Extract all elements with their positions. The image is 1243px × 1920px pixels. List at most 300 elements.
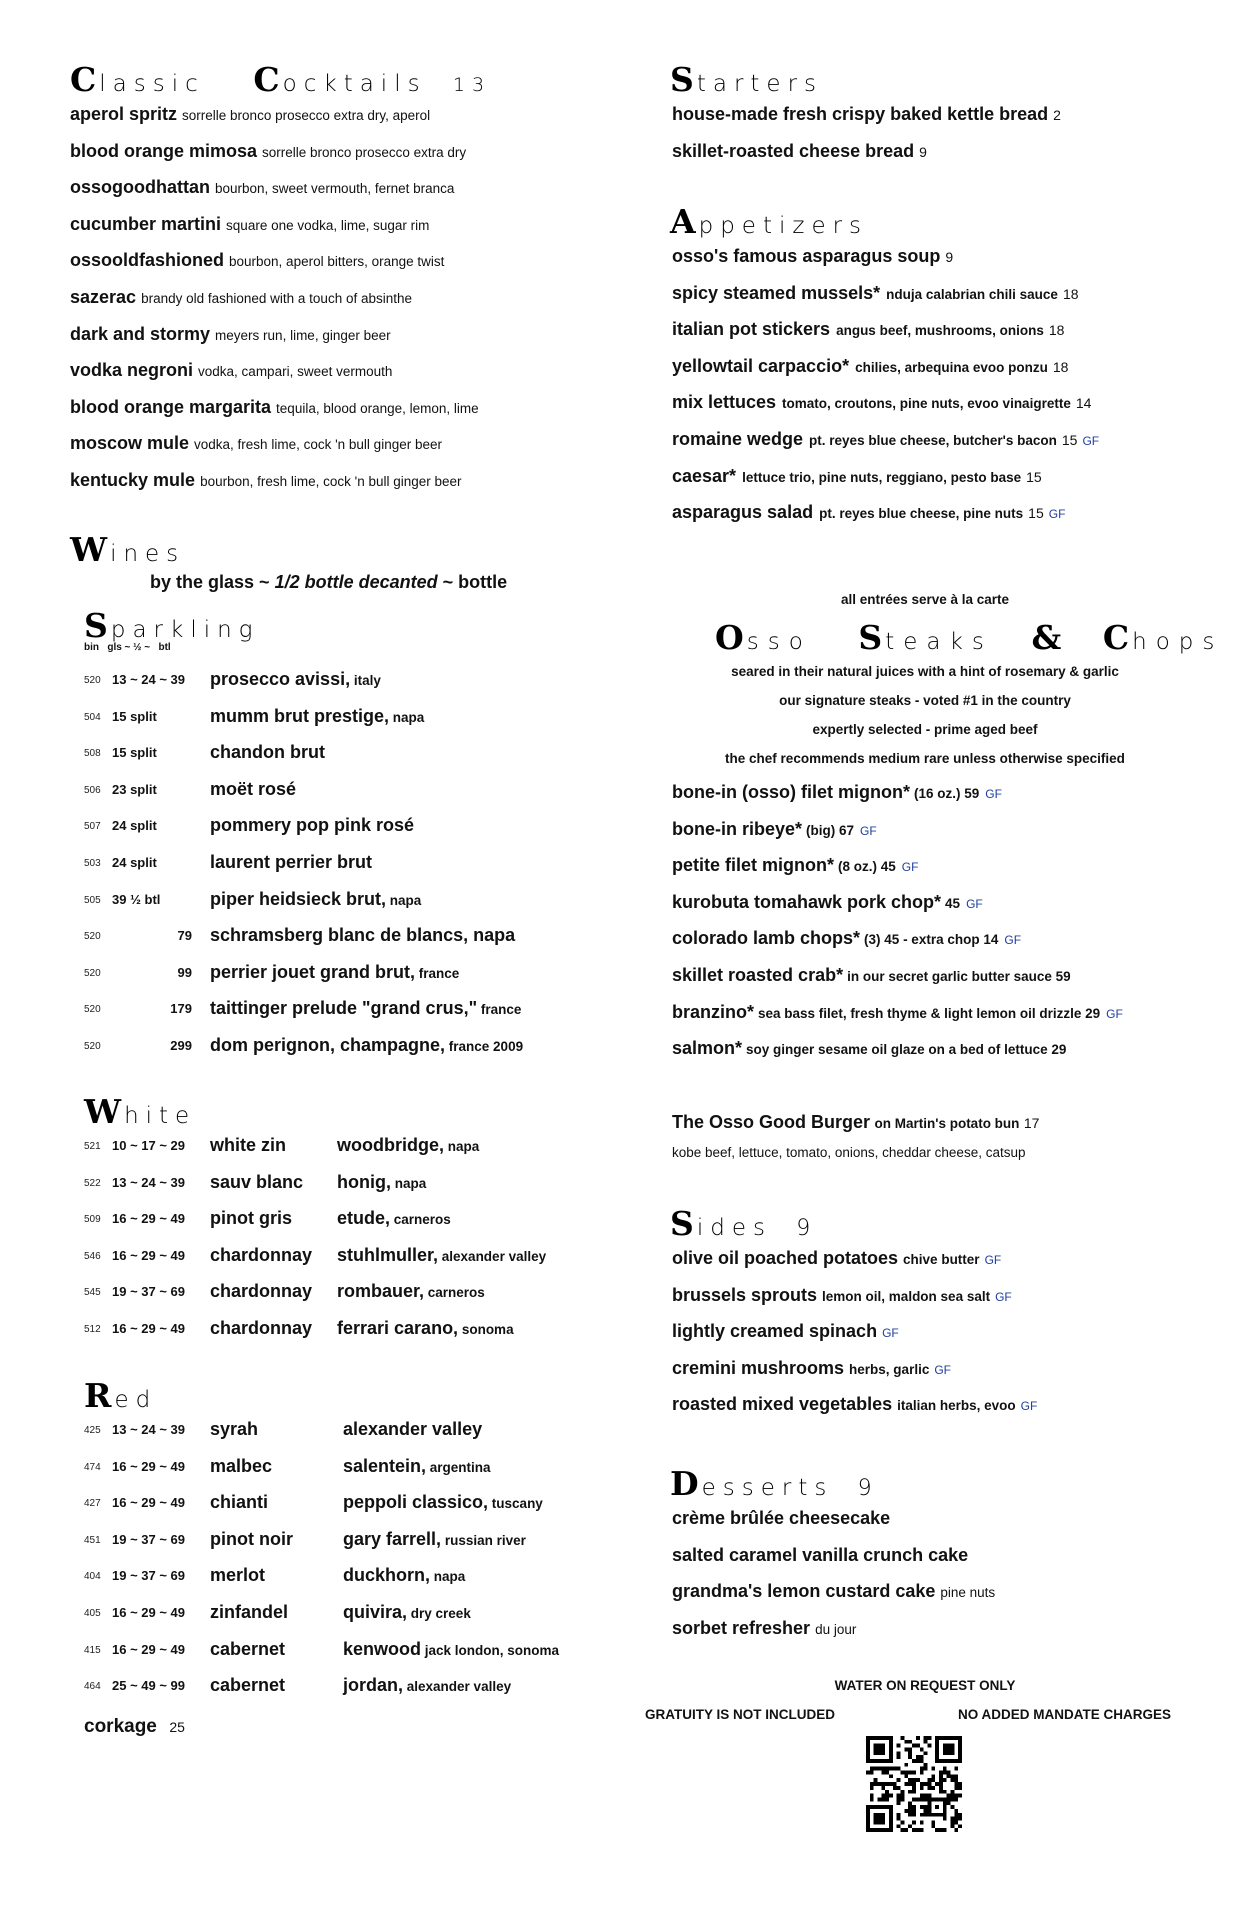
wine-bin: 520 <box>84 967 101 979</box>
dessert-name: sorbet refresher <box>672 1617 811 1638</box>
wine-bin: 405 <box>84 1608 101 1619</box>
wine-price: 16 ~ 29 ~ 49 <box>112 1321 186 1336</box>
cocktail-description: sorrelle bronco prosecco extra dry <box>262 144 467 160</box>
wine-region: russian river <box>441 1532 526 1548</box>
cocktail-name: moscow mule <box>70 433 190 454</box>
wine-producer <box>343 1529 526 1550</box>
side-item <box>672 1248 1001 1269</box>
wine-region: alexander valley <box>438 1248 547 1264</box>
wine-producer-name: peppoli classico, <box>343 1492 489 1513</box>
appetizer-description: chilies, arbequina evoo ponzu <box>855 359 1048 375</box>
wine-price: 16 ~ 29 ~ 49 <box>112 1247 186 1263</box>
side-description: herbs, garlic <box>849 1361 930 1377</box>
wine-varietal: malbec <box>210 1455 273 1476</box>
wine-column-headers: bin gls ~ ½ ~ btl <box>84 642 171 653</box>
wine-bin: 521 <box>84 1141 101 1152</box>
wine-label: mumm brut prestige, <box>210 705 390 726</box>
wine-bin: 520 <box>84 931 101 943</box>
wine-price: 16 ~ 29 ~ 49 <box>112 1458 186 1474</box>
cocktail-name: ossooldfashioned <box>70 250 225 271</box>
wine-name <box>210 706 424 727</box>
steak-name: branzino* <box>672 1001 755 1022</box>
wine-name <box>210 1675 285 1696</box>
cocktail-item <box>70 324 391 345</box>
appetizer-price: 15 <box>1028 505 1044 522</box>
appetizer-price: 18 <box>1048 322 1065 339</box>
wine-name <box>210 852 372 873</box>
water-note: WATER ON REQUEST ONLY <box>834 1678 1016 1693</box>
wine-region: argentina <box>426 1459 491 1475</box>
steak-name: petite filet mignon* <box>672 855 834 876</box>
gluten-free-badge: GF <box>1082 434 1100 448</box>
wine-region: france <box>415 965 460 981</box>
steak-item <box>672 1002 1123 1023</box>
wine-varietal: syrah <box>210 1419 259 1439</box>
wine-bin: 545 <box>84 1287 101 1299</box>
wine-producer <box>337 1135 479 1156</box>
gluten-free-badge: GF <box>901 860 919 875</box>
wine-price: 16 ~ 29 ~ 49 <box>112 1605 186 1620</box>
cocktail-name: blood orange margarita <box>70 396 272 417</box>
side-name: lightly creamed spinach <box>672 1321 878 1342</box>
steaks-heading: Osso Steaks & Chops <box>715 618 1224 657</box>
wine-producer-name: duckhorn, <box>343 1565 431 1586</box>
gluten-free-badge: GF <box>995 1289 1012 1304</box>
wine-name <box>210 1172 303 1193</box>
wine-bin: 506 <box>84 784 101 796</box>
wine-producer <box>343 1602 471 1623</box>
wine-producer-name: etude, <box>337 1208 391 1229</box>
wine-bin: 427 <box>84 1498 101 1510</box>
gluten-free-badge: GF <box>882 1326 899 1341</box>
wine-producer-name: kenwood <box>343 1638 422 1659</box>
cocktail-name: aperol spritz <box>70 104 178 124</box>
wine-label: pommery pop pink rosé <box>210 815 415 836</box>
wine-producer-name: rombauer, <box>337 1281 425 1302</box>
gluten-free-badge: GF <box>1048 507 1066 522</box>
side-name: roasted mixed vegetables <box>672 1394 893 1415</box>
wine-bin: 520 <box>84 675 101 686</box>
wine-region: sonoma <box>458 1322 514 1337</box>
wine-producer-name: alexander valley <box>343 1419 483 1439</box>
wine-price: 19 ~ 37 ~ 69 <box>112 1284 186 1300</box>
appetizer-name: spicy steamed mussels* <box>672 282 881 303</box>
wine-bin: 512 <box>84 1324 101 1335</box>
wine-producer-name: salentein, <box>343 1455 427 1476</box>
wine-bin: 508 <box>84 748 101 760</box>
wine-label: dom perignon, champagne, <box>210 1035 446 1055</box>
side-description: lemon oil, maldon sea salt <box>822 1288 991 1304</box>
steak-description: soy ginger sesame oil glaze on a bed of lettuce 29 <box>746 1042 1067 1058</box>
wine-price: 179 <box>170 1001 192 1017</box>
wine-name <box>210 1456 272 1477</box>
cocktail-name: vodka negroni <box>70 360 194 381</box>
appetizer-price: 15 <box>1061 432 1078 448</box>
gluten-free-badge: GF <box>966 896 983 911</box>
wine-label: perrier jouet grand brut, <box>210 961 416 982</box>
side-item <box>672 1285 1012 1306</box>
wine-region: tuscany <box>488 1496 543 1512</box>
steak-note: the chef recommends medium rare unless otherwise specified <box>725 751 1125 766</box>
appetizer-item <box>672 429 1099 450</box>
cocktail-description: square one vodka, lime, sugar rim <box>226 217 430 233</box>
cocktail-name: dark and stormy <box>70 323 211 344</box>
cocktail-description: vodka, campari, sweet vermouth <box>198 364 393 380</box>
appetizer-description: tomato, croutons, pine nuts, evoo vinaigrette <box>782 396 1071 412</box>
red-heading: Red <box>84 1376 158 1415</box>
gluten-free-badge: GF <box>985 787 1002 801</box>
a-la-carte-note: all entrées serve à la carte <box>840 592 1010 607</box>
wine-name <box>210 815 414 836</box>
wine-region: carneros <box>424 1285 485 1301</box>
wine-varietal: cabernet <box>210 1675 286 1696</box>
cocktail-item <box>70 104 430 125</box>
wine-producer <box>343 1565 465 1586</box>
wine-varietal: cabernet <box>210 1638 286 1659</box>
wine-name <box>210 1318 312 1339</box>
dessert-description: du jour <box>815 1621 857 1637</box>
cocktail-item <box>70 214 429 235</box>
wine-price: 16 ~ 29 ~ 49 <box>112 1211 186 1227</box>
gluten-free-badge: GF <box>860 823 877 838</box>
gluten-free-badge: GF <box>984 1253 1002 1267</box>
appetizer-item <box>672 246 953 267</box>
wine-bin: 474 <box>84 1461 101 1473</box>
cocktails-heading: Classic Cocktails 13 <box>70 60 492 99</box>
wine-name <box>210 1281 312 1302</box>
dessert-name: salted caramel vanilla crunch cake <box>672 1544 969 1565</box>
wine-varietal: zinfandel <box>210 1602 289 1622</box>
wine-price: 39 ½ btl <box>112 891 161 907</box>
wine-bin: 425 <box>84 1425 101 1436</box>
wine-name <box>210 742 325 763</box>
cocktail-description: tequila, blood orange, lemon, lime <box>276 400 479 416</box>
steak-item <box>672 782 1002 803</box>
wine-name <box>210 998 521 1019</box>
wine-bin: 507 <box>84 821 101 833</box>
appetizer-name: asparagus salad <box>672 502 814 523</box>
appetizer-name: yellowtail carpaccio* <box>672 355 850 376</box>
wine-varietal: pinot noir <box>210 1528 293 1549</box>
wine-producer <box>337 1245 546 1266</box>
wine-price: 25 ~ 49 ~ 99 <box>112 1678 186 1694</box>
wine-varietal: chianti <box>210 1492 269 1513</box>
wine-label: schramsberg blanc de blancs, napa <box>210 925 516 946</box>
steak-description: sea bass filet, fresh thyme & light lemon oil drizzle 29 <box>758 1005 1101 1021</box>
appetizer-description: pt. reyes blue cheese, butcher's bacon <box>809 433 1057 448</box>
cocktail-description: bourbon, aperol bitters, orange twist <box>229 254 445 270</box>
sides-heading: Sides 9 <box>670 1204 818 1243</box>
wine-varietal: chardonnay <box>210 1318 313 1338</box>
wine-varietal: chardonnay <box>210 1281 313 1302</box>
appetizer-name: italian pot stickers <box>672 319 831 340</box>
wine-name <box>210 1602 288 1623</box>
wine-name <box>210 1245 312 1266</box>
corkage-line: corkage 25 <box>84 1716 185 1737</box>
wine-name <box>210 1492 268 1513</box>
steak-description: (3) 45 - extra chop 14 <box>864 932 999 948</box>
wine-producer-name: jordan, <box>343 1675 404 1696</box>
wine-region: napa <box>386 892 422 908</box>
wine-region: carneros <box>390 1212 451 1228</box>
side-item <box>672 1358 951 1379</box>
wine-region: france <box>477 1002 522 1018</box>
wine-varietal: chardonnay <box>210 1244 313 1265</box>
wine-name <box>210 1639 285 1660</box>
wine-name <box>210 1035 523 1056</box>
appetizer-item <box>672 283 1079 304</box>
wine-name <box>210 889 421 910</box>
starters-heading: Starters <box>670 60 824 99</box>
steak-name: bone-in ribeye* <box>672 818 803 839</box>
appetizer-name: osso's famous asparagus soup <box>672 246 941 266</box>
appetizer-price: 18 <box>1062 285 1079 302</box>
cocktail-description: bourbon, sweet vermouth, fernet branca <box>215 181 455 197</box>
cocktail-description: vodka, fresh lime, cock 'n bull ginger beer <box>194 437 442 453</box>
steak-note: our signature steaks - voted #1 in the country <box>779 693 1071 708</box>
side-name: cremini mushrooms <box>672 1357 845 1378</box>
dessert-description: pine nuts <box>940 1585 996 1601</box>
wine-varietal: sauv blanc <box>210 1171 304 1192</box>
wine-bin: 504 <box>84 711 101 723</box>
starter-name: skillet-roasted cheese bread <box>672 140 915 161</box>
wine-price: 99 <box>177 964 192 980</box>
wine-label: prosecco avissi, <box>210 669 351 689</box>
cocktail-name: sazerac <box>70 287 137 307</box>
sparkling-heading: Sparkling <box>84 606 260 645</box>
burger-line: The Osso Good Burger on Martin's potato bun 17 <box>672 1112 1040 1132</box>
wine-producer <box>343 1419 482 1440</box>
gluten-free-badge: GF <box>1004 933 1022 948</box>
steak-name: colorado lamb chops* <box>672 928 861 949</box>
starter-name: house-made fresh crispy baked kettle bread <box>672 104 1049 124</box>
wine-price: 13 ~ 24 ~ 39 <box>112 1174 186 1190</box>
appetizer-description: lettuce trio, pine nuts, reggiano, pesto base <box>742 469 1022 485</box>
dessert-item <box>672 1618 856 1639</box>
wine-price: 79 <box>177 928 192 944</box>
wine-price: 13 ~ 24 ~ 39 <box>112 1422 186 1437</box>
white-heading: White <box>84 1092 197 1131</box>
appetizer-item <box>672 502 1065 523</box>
cocktail-item <box>70 177 454 198</box>
wine-name <box>210 1135 286 1156</box>
wine-region: france 2009 <box>445 1039 524 1054</box>
cocktail-item <box>70 360 392 381</box>
qr-code-icon[interactable] <box>866 1736 962 1832</box>
wine-bin: 503 <box>84 858 101 869</box>
dessert-item <box>672 1508 890 1529</box>
cocktail-name: kentucky mule <box>70 470 196 490</box>
wine-label: chandon brut <box>210 742 325 763</box>
mandate-note: NO ADDED MANDATE CHARGES <box>958 1707 1172 1722</box>
cocktail-description: sorrelle bronco prosecco extra dry, aperol <box>182 108 431 123</box>
wine-producer-name: ferrari carano, <box>337 1318 459 1338</box>
steak-name: skillet roasted crab* <box>672 965 844 985</box>
wine-bin: 464 <box>84 1681 101 1693</box>
wine-format-line: by the glass ~ 1/2 bottle decanted ~ bottle <box>150 572 508 592</box>
cocktail-name: cucumber martini <box>70 213 222 234</box>
wine-producer <box>343 1639 559 1660</box>
cocktail-item <box>70 141 466 162</box>
wine-price: 19 ~ 37 ~ 69 <box>112 1568 186 1584</box>
wine-label: moët rosé <box>210 778 297 799</box>
wine-price: 15 split <box>112 708 157 724</box>
steak-name: kurobuta tomahawk pork chop* <box>672 891 942 912</box>
steak-note: seared in their natural juices with a hint of rosemary & garlic <box>731 664 1119 679</box>
wine-name <box>210 1419 258 1440</box>
dessert-name: crème brûlée cheesecake <box>672 1508 891 1528</box>
wine-region: alexander valley <box>403 1679 512 1695</box>
wine-price: 299 <box>170 1038 192 1053</box>
steak-description: (big) 67 <box>806 822 855 838</box>
wine-bin: 509 <box>84 1214 101 1226</box>
appetizer-price: 9 <box>945 249 954 265</box>
starter-price: 9 <box>919 143 927 160</box>
appetizer-name: mix lettuces <box>672 392 777 413</box>
steak-item <box>672 855 918 876</box>
cocktail-item <box>70 397 479 418</box>
wine-producer <box>343 1456 491 1477</box>
steak-item <box>672 1038 1066 1059</box>
appetizer-name: caesar* <box>672 465 737 486</box>
wine-varietal: merlot <box>210 1565 266 1586</box>
wine-region: italy <box>350 673 381 688</box>
wine-name <box>210 1529 293 1550</box>
desserts-heading: Desserts 9 <box>670 1464 879 1503</box>
starter-item <box>672 104 1061 125</box>
wine-producer-name: stuhlmuller, <box>337 1244 439 1265</box>
steak-item <box>672 928 1021 949</box>
gratuity-note: GRATUITY IS NOT INCLUDED <box>645 1707 836 1722</box>
dessert-item <box>672 1545 968 1566</box>
wine-producer-name: quivira, <box>343 1602 408 1622</box>
gluten-free-badge: GF <box>1020 1399 1038 1414</box>
appetizer-name: romaine wedge <box>672 429 804 449</box>
wine-bin: 415 <box>84 1644 101 1656</box>
wine-producer <box>337 1318 514 1339</box>
appetizer-item <box>672 392 1091 413</box>
wine-name <box>210 1565 265 1586</box>
wine-bin: 451 <box>84 1534 101 1546</box>
wine-name <box>210 925 515 946</box>
wine-price: 10 ~ 17 ~ 29 <box>112 1138 186 1153</box>
appetizer-price: 15 <box>1026 468 1042 485</box>
wine-price: 19 ~ 37 ~ 69 <box>112 1531 186 1547</box>
appetizer-price: 18 <box>1052 358 1069 375</box>
dessert-item <box>672 1581 995 1602</box>
appetizer-item <box>672 466 1042 487</box>
wine-bin: 520 <box>84 1041 101 1052</box>
appetizer-description: nduja calabrian chili sauce <box>886 286 1058 302</box>
steak-name: salmon* <box>672 1038 743 1059</box>
cocktail-item <box>70 433 442 454</box>
cocktail-description: bourbon, fresh lime, cock 'n bull ginger beer <box>200 474 462 489</box>
wine-price: 16 ~ 29 ~ 49 <box>112 1641 186 1657</box>
wine-bin: 520 <box>84 1004 101 1016</box>
side-name: brussels sprouts <box>672 1284 818 1305</box>
steak-description: in our secret garlic butter sauce 59 <box>847 969 1071 984</box>
wine-region: napa <box>444 1139 480 1154</box>
wine-label: laurent perrier brut <box>210 852 373 872</box>
wine-bin: 505 <box>84 894 101 906</box>
wine-producer <box>337 1281 485 1302</box>
cocktail-item <box>70 470 462 491</box>
cocktail-name: blood orange mimosa <box>70 140 258 161</box>
wine-name <box>210 1208 292 1229</box>
steak-description: 45 <box>945 895 961 911</box>
wine-region: napa <box>389 709 425 725</box>
cocktail-description: meyers run, lime, ginger beer <box>215 327 391 343</box>
dessert-name: grandma's lemon custard cake <box>672 1581 936 1602</box>
wine-region: jack london, sonoma <box>421 1642 560 1658</box>
wine-producer-name: woodbridge, <box>337 1135 444 1155</box>
wine-producer <box>337 1172 426 1193</box>
wine-name <box>210 962 459 983</box>
wine-producer <box>343 1492 543 1513</box>
wine-price: 16 ~ 29 ~ 49 <box>112 1495 186 1511</box>
wine-varietal: white zin <box>210 1135 286 1155</box>
wine-varietal: pinot gris <box>210 1208 292 1229</box>
wine-label: piper heidsieck brut, <box>210 888 387 909</box>
steak-item <box>672 892 983 913</box>
appetizer-price: 14 <box>1075 395 1092 412</box>
side-name: olive oil poached potatoes <box>672 1248 899 1268</box>
starter-item <box>672 141 927 162</box>
wine-price: 23 split <box>112 781 157 797</box>
wine-region: dry creek <box>407 1606 471 1621</box>
steak-item <box>672 819 877 840</box>
side-item <box>672 1394 1037 1415</box>
wines-heading: Wines <box>70 530 186 569</box>
wine-bin: 546 <box>84 1250 101 1262</box>
appetizer-description: angus beef, mushrooms, onions <box>836 323 1044 339</box>
wine-bin: 404 <box>84 1571 101 1583</box>
wine-region: napa <box>430 1569 466 1585</box>
burger-description: kobe beef, lettuce, tomato, onions, cheddar cheese, catsup <box>672 1145 1026 1160</box>
steak-name: bone-in (osso) filet mignon* <box>672 782 910 802</box>
side-description: italian herbs, evoo <box>897 1398 1016 1414</box>
appetizer-item <box>672 356 1068 377</box>
cocktail-item <box>70 250 444 271</box>
gluten-free-badge: GF <box>934 1362 952 1377</box>
starter-price: 2 <box>1053 107 1061 123</box>
appetizer-description: pt. reyes blue cheese, pine nuts <box>819 506 1024 522</box>
wine-price: 24 split <box>112 818 157 834</box>
wine-producer <box>343 1675 511 1696</box>
appetizer-item <box>672 319 1064 340</box>
wine-price: 15 split <box>112 745 157 761</box>
side-description: chive butter <box>903 1252 980 1267</box>
cocktail-name: ossogoodhattan <box>70 177 210 198</box>
wine-producer <box>337 1208 451 1229</box>
appetizers-heading: Appetizers <box>670 202 869 241</box>
wine-price: 13 ~ 24 ~ 39 <box>112 672 186 687</box>
steak-description: (8 oz.) 45 <box>838 859 896 875</box>
steak-note: expertly selected - prime aged beef <box>812 722 1038 737</box>
wine-label: taittinger prelude "grand crus," <box>210 998 478 1019</box>
steak-item <box>672 965 1071 986</box>
wine-region: napa <box>390 1175 427 1191</box>
wine-price: 24 split <box>112 855 157 870</box>
cocktail-item <box>70 287 412 308</box>
steak-description: (16 oz.) 59 <box>913 786 980 801</box>
wine-name <box>210 779 296 800</box>
side-item <box>672 1321 899 1342</box>
wine-producer-name: honig, <box>337 1171 391 1192</box>
gluten-free-badge: GF <box>1106 1006 1123 1021</box>
wine-producer-name: gary farrell, <box>343 1528 442 1549</box>
wine-name <box>210 669 381 690</box>
